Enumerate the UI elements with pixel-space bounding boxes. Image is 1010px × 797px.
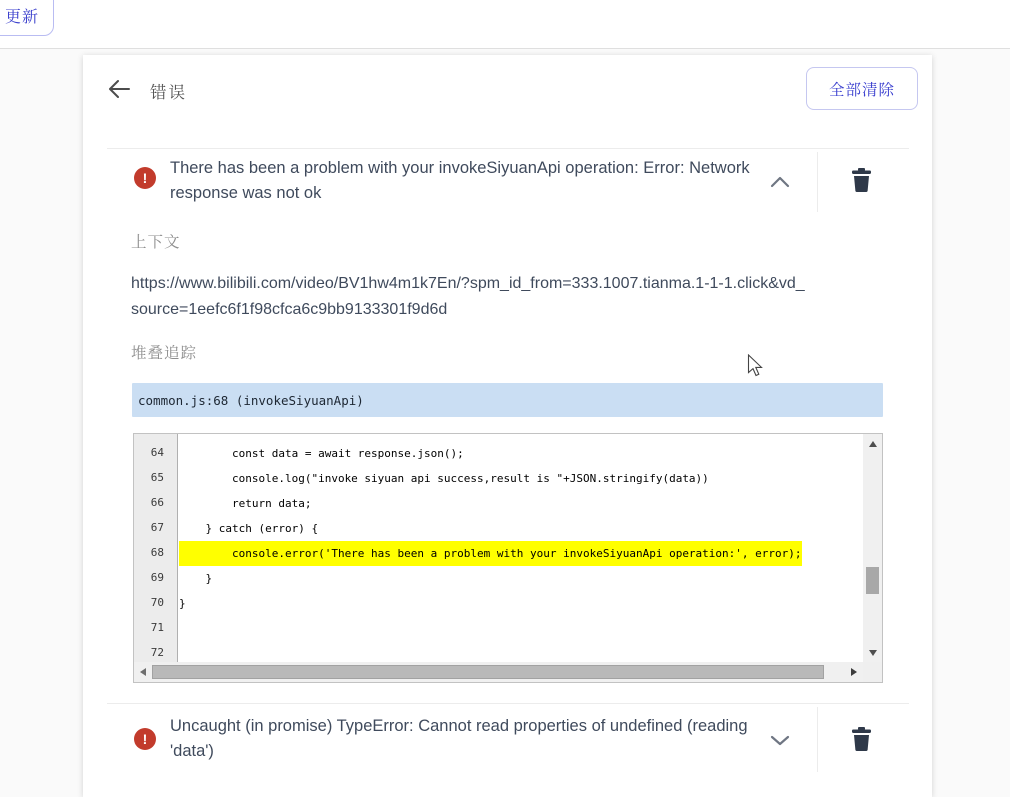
vertical-scroll-thumb[interactable] bbox=[866, 567, 879, 594]
divider bbox=[107, 703, 909, 704]
error-message: There has been a problem with your invokeSiyuanApi operation: Error: Network response was not ok bbox=[170, 159, 750, 202]
code-line: } bbox=[179, 597, 186, 610]
code-viewer bbox=[133, 433, 883, 683]
stack-trace-label: 堆叠追踪 bbox=[131, 345, 198, 362]
code-line: console.log("invoke siyuan api success,result is "+JSON.stringify(data)) bbox=[179, 472, 709, 485]
top-bar bbox=[0, 0, 1010, 49]
context-label: 上下文 bbox=[131, 234, 181, 251]
stack-frame-text: common.js:68 (invokeSiyuanApi) bbox=[138, 392, 364, 408]
trash-icon[interactable] bbox=[851, 168, 872, 192]
context-url: https://www.bilibili.com/video/BV1hw4m1k7En/?spm_id_from=333.1007.tianma.1-1-1.click&vd_source=1eefc6f1f98cfca6c9bb9133301f9d6d bbox=[131, 275, 805, 318]
line-number: 70 bbox=[150, 596, 164, 609]
scroll-down-icon[interactable] bbox=[863, 643, 882, 662]
scrollbar-corner bbox=[863, 662, 882, 682]
vertical-scrollbar[interactable] bbox=[863, 434, 882, 662]
code-line: const data = await response.json(); bbox=[179, 447, 464, 460]
code-lines bbox=[179, 434, 862, 662]
line-number: 65 bbox=[150, 471, 164, 484]
line-number: 71 bbox=[150, 621, 164, 634]
line-number: 66 bbox=[150, 496, 164, 509]
line-number: 72 bbox=[150, 646, 164, 659]
chevron-up-icon[interactable] bbox=[769, 174, 791, 190]
horizontal-scroll-thumb[interactable] bbox=[152, 665, 824, 679]
page-title: 错误 bbox=[150, 84, 187, 102]
scroll-right-icon[interactable] bbox=[845, 662, 863, 682]
divider bbox=[107, 148, 909, 149]
line-number-gutter bbox=[134, 434, 178, 662]
code-line bbox=[179, 640, 862, 662]
divider bbox=[817, 707, 818, 772]
update-button[interactable]: 更新 bbox=[0, 0, 54, 36]
horizontal-scrollbar[interactable] bbox=[134, 662, 863, 682]
trash-icon[interactable] bbox=[851, 727, 872, 751]
code-line: } catch (error) { bbox=[179, 522, 319, 535]
code-line-highlighted: console.error('There has been a problem with your invokeSiyuanApi operation:', error); bbox=[179, 540, 862, 565]
chevron-down-icon[interactable] bbox=[769, 732, 791, 748]
back-arrow-icon[interactable] bbox=[107, 78, 131, 100]
stack-frame-row[interactable] bbox=[132, 383, 883, 417]
exclamation-circle-icon: ! bbox=[134, 167, 156, 189]
scroll-up-icon[interactable] bbox=[863, 434, 882, 453]
code-line: return data; bbox=[179, 497, 312, 510]
code-line bbox=[179, 615, 862, 640]
error-message: Uncaught (in promise) TypeError: Cannot read properties of undefined (reading 'data') bbox=[170, 717, 748, 760]
clear-all-button[interactable]: 全部清除 bbox=[806, 67, 918, 110]
line-number: 68 bbox=[150, 546, 164, 559]
line-number: 69 bbox=[150, 571, 164, 584]
line-number: 64 bbox=[150, 446, 164, 459]
divider bbox=[817, 152, 818, 212]
code-line: } bbox=[179, 572, 213, 585]
error-panel bbox=[83, 55, 932, 797]
scroll-left-icon[interactable] bbox=[134, 662, 152, 682]
exclamation-circle-icon: ! bbox=[134, 728, 156, 750]
line-number: 67 bbox=[150, 521, 164, 534]
